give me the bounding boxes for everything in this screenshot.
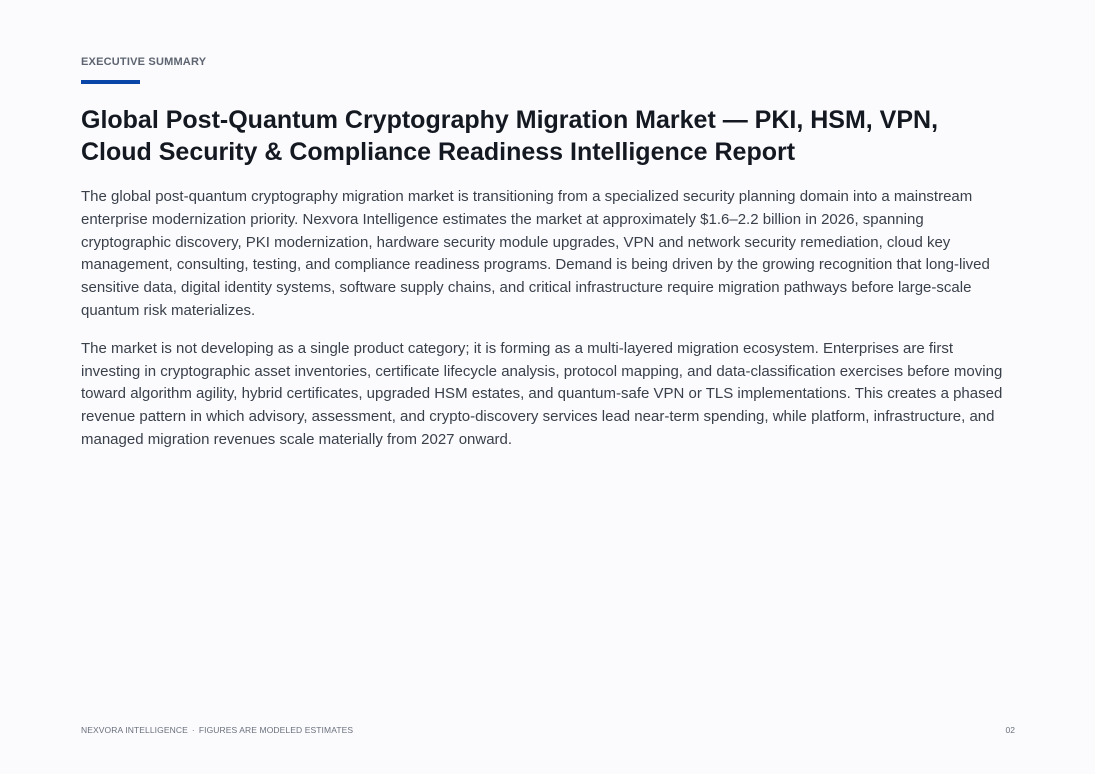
section-kicker: EXECUTIVE SUMMARY (81, 56, 207, 68)
page-title-line-2: Cloud Security & Compliance Readiness Intelligence Report (81, 138, 796, 166)
footer-brand: NEXVORA INTELLIGENCE (81, 725, 188, 735)
summary-paragraph-2: The market is not developing as a single product category; it is forming as a multi-layered migration ecosystem. Enterprises are first investing in cryptographic asset inventories, certificate lifecycle analysis, protocol mapping, and data-classification exercises before moving toward algorithm agility, hybrid certificates, upgraded HSM estates, and quantum-safe VPN or TLS implementations. This creates a phased revenue pattern in which advisory, assessment, and crypto-discovery services lead near-term spending, while platform, infrastructure, and managed migration revenues scale materially from 2027 onward. (81, 339, 1003, 448)
page-title-line-1: Global Post-Quantum Cryptography Migration Market — PKI, HSM, VPN, (81, 106, 939, 134)
footer-separator: · (191, 725, 195, 735)
report-page (81, 0, 1015, 774)
page-number: 02 (1005, 725, 1015, 735)
summary-paragraph-1: The global post-quantum cryptography migration market is transitioning from a specialized security planning domain into a mainstream enterprise modernization priority. Nexvora Intelligence estimates the market at approximately $1.6–2.2 billion in 2026, spanning cryptographic discovery, PKI modernization, hardware security module upgrades, VPN and network security remediation, cloud key management, consulting, testing, and compliance readiness programs. Demand is being driven by the growing recognition that long-lived sensitive data, digital identity systems, software supply chains, and critical infrastructure require migration pathways before large-scale quantum risk materializes. (81, 188, 990, 319)
accent-bar (81, 80, 140, 84)
summary-body (81, 186, 1015, 467)
footer-note: FIGURES ARE MODELED ESTIMATES (198, 725, 354, 735)
page-title (81, 104, 1015, 168)
footer-source (81, 725, 353, 735)
